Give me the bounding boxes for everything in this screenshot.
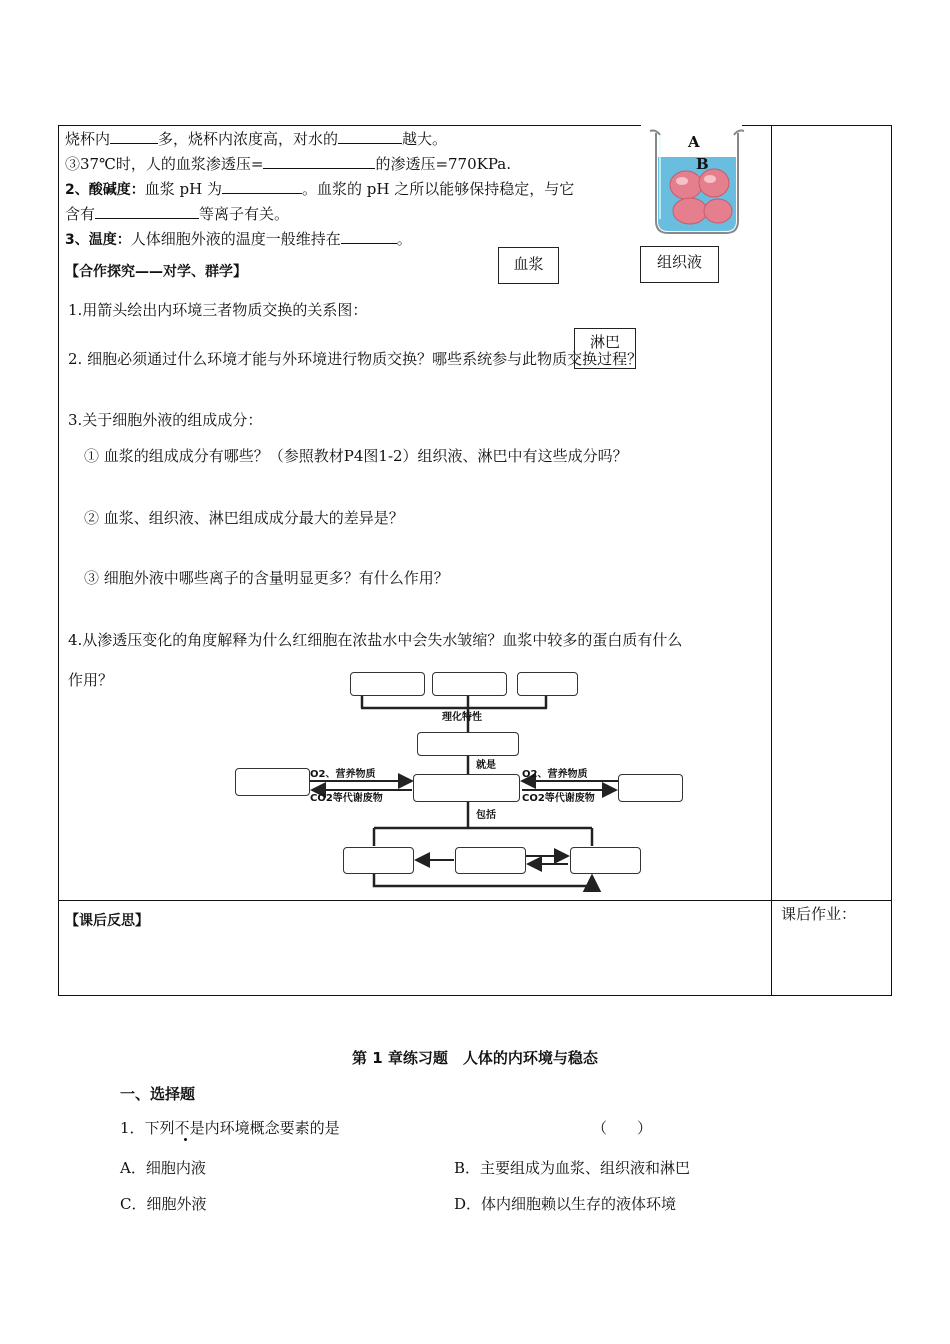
ph-line (65, 178, 574, 200)
left-arrow-bottom-label: CO2等代谢废物 (310, 793, 383, 804)
label-properties: 理化特性 (442, 712, 482, 723)
ion-line (65, 203, 289, 224)
reflection-label: 【课后反思】 (65, 913, 149, 929)
q1-stem (120, 1118, 340, 1138)
q1-option-d[interactable]: D．体内细胞赖以生存的液体环境 (454, 1195, 677, 1213)
cell-highlight (704, 175, 716, 183)
question-4-cont: 作用？ (68, 671, 114, 689)
beaker-label-a: A (688, 133, 700, 151)
text: 越大。 (402, 130, 448, 148)
red-blood-cell (699, 169, 729, 197)
table-right-border (891, 125, 892, 996)
q1-option-a[interactable]: A．细胞内液 (120, 1159, 206, 1177)
q1-option-b[interactable]: B．主要组成为血浆、组织液和淋巴 (454, 1159, 691, 1177)
beaker-label-b: B (696, 155, 709, 173)
question-3-2: ② 血浆、组织液、淋巴组成成分最大的差异是？ (84, 509, 404, 527)
map-box-internal-environment[interactable] (417, 732, 519, 756)
question-3: 3.关于细胞外液的组成成分： (68, 411, 263, 429)
text: 的渗透压=770KPa. (375, 155, 511, 173)
bottom-return-arrow (374, 874, 592, 886)
fill-blank[interactable] (95, 203, 199, 219)
osmotic-line-2 (65, 153, 511, 174)
right-arrow-bottom-label: CO2等代谢废物 (522, 793, 595, 804)
table-row-divider (58, 900, 892, 901)
question-1: 1.用箭头绘出内环境三者物质交换的关系图： (68, 301, 368, 319)
text: 1．下列 (120, 1119, 175, 1137)
question-3-1: ① 血浆的组成成分有哪些？（参照教材P4图1-2）组织液、淋巴中有这些成分吗？ (84, 447, 628, 465)
table-top-border-right (742, 125, 892, 126)
text: 含有 (65, 205, 96, 223)
temperature-label: 3、温度： (65, 232, 131, 248)
beaker-illustration (646, 125, 746, 237)
temperature-line (65, 228, 412, 250)
emphasis-dot (184, 1138, 187, 1141)
label-includes: 包括 (476, 810, 496, 821)
question-4: 4.从渗透压变化的角度解释为什么红细胞在浓盐水中会失水皱缩？血浆中较多的蛋白质有什么 (68, 631, 683, 649)
left-arrow-top-label: O2、营养物质 (310, 769, 376, 780)
exercise-section-heading: 一、选择题 (120, 1085, 196, 1103)
text: 。 (396, 230, 412, 248)
plasma-label: 血浆 (513, 255, 544, 273)
fill-blank[interactable] (341, 228, 397, 244)
exercise-title: 第 1 章练习题 人体的内环境与稳态 (352, 1049, 598, 1067)
text: 等离子有关。 (199, 205, 290, 223)
table-left-border (58, 125, 59, 996)
right-arrow-top-label: O2、营养物质 (522, 769, 588, 780)
map-box-bottom-middle[interactable] (455, 847, 526, 874)
fill-blank[interactable] (110, 128, 158, 144)
red-blood-cell (670, 171, 702, 199)
map-box-center[interactable] (413, 774, 520, 802)
map-box-external-left[interactable] (235, 768, 310, 796)
text: 。血浆的 pH 之所以能够保持稳定，与它 (301, 180, 575, 198)
question-3-3: ③ 细胞外液中哪些离子的含量明显更多？有什么作用？ (84, 569, 449, 587)
text: 是内环境概念要素的是 (189, 1119, 340, 1137)
osmotic-line-1 (65, 128, 447, 149)
table-bottom-border (58, 995, 892, 996)
q1-option-c[interactable]: C．细胞外液 (120, 1195, 207, 1213)
text: 多，烧杯内浓度高，对水的 (158, 130, 339, 148)
label-is: 就是 (476, 760, 496, 771)
plasma-box (498, 247, 559, 284)
red-blood-cell (673, 198, 707, 224)
map-box-bottom-right[interactable] (570, 847, 641, 874)
emphasis-text: 不 (174, 1119, 190, 1137)
fill-blank[interactable] (222, 178, 302, 194)
q1-answer-paren: （ ） (592, 1119, 653, 1137)
tissue-fluid-box (640, 246, 719, 283)
homework-label: 课后作业： (781, 905, 857, 923)
red-blood-cell (704, 199, 732, 223)
lymph-label: 淋巴 (589, 333, 620, 351)
text: 烧杯内 (65, 130, 111, 148)
question-2: 2. 细胞必须通过什么环境才能与外环境进行物质交换？哪些系统参与此物质交换过程？ (68, 350, 643, 368)
map-box-property-3[interactable] (517, 672, 578, 696)
fill-blank[interactable] (338, 128, 402, 144)
fill-blank[interactable] (263, 153, 375, 169)
text: ③37℃时，人的血浆渗透压= (65, 155, 264, 173)
section-cooperate-heading: 【合作探究——对学、群学】 (65, 264, 247, 280)
map-box-property-1[interactable] (350, 672, 425, 696)
tissue-fluid-label: 组织液 (656, 253, 702, 271)
map-box-cells-right[interactable] (618, 774, 683, 802)
ph-label: 2、酸碱度： (65, 182, 145, 198)
table-column-divider (771, 125, 772, 996)
text: 人体细胞外液的温度一般维持在 (130, 230, 341, 248)
text: 血浆 pH 为 (144, 180, 222, 198)
cell-highlight (676, 177, 688, 185)
map-box-property-2[interactable] (432, 672, 507, 696)
table-top-border-left (58, 125, 641, 126)
map-box-bottom-left[interactable] (343, 847, 414, 874)
